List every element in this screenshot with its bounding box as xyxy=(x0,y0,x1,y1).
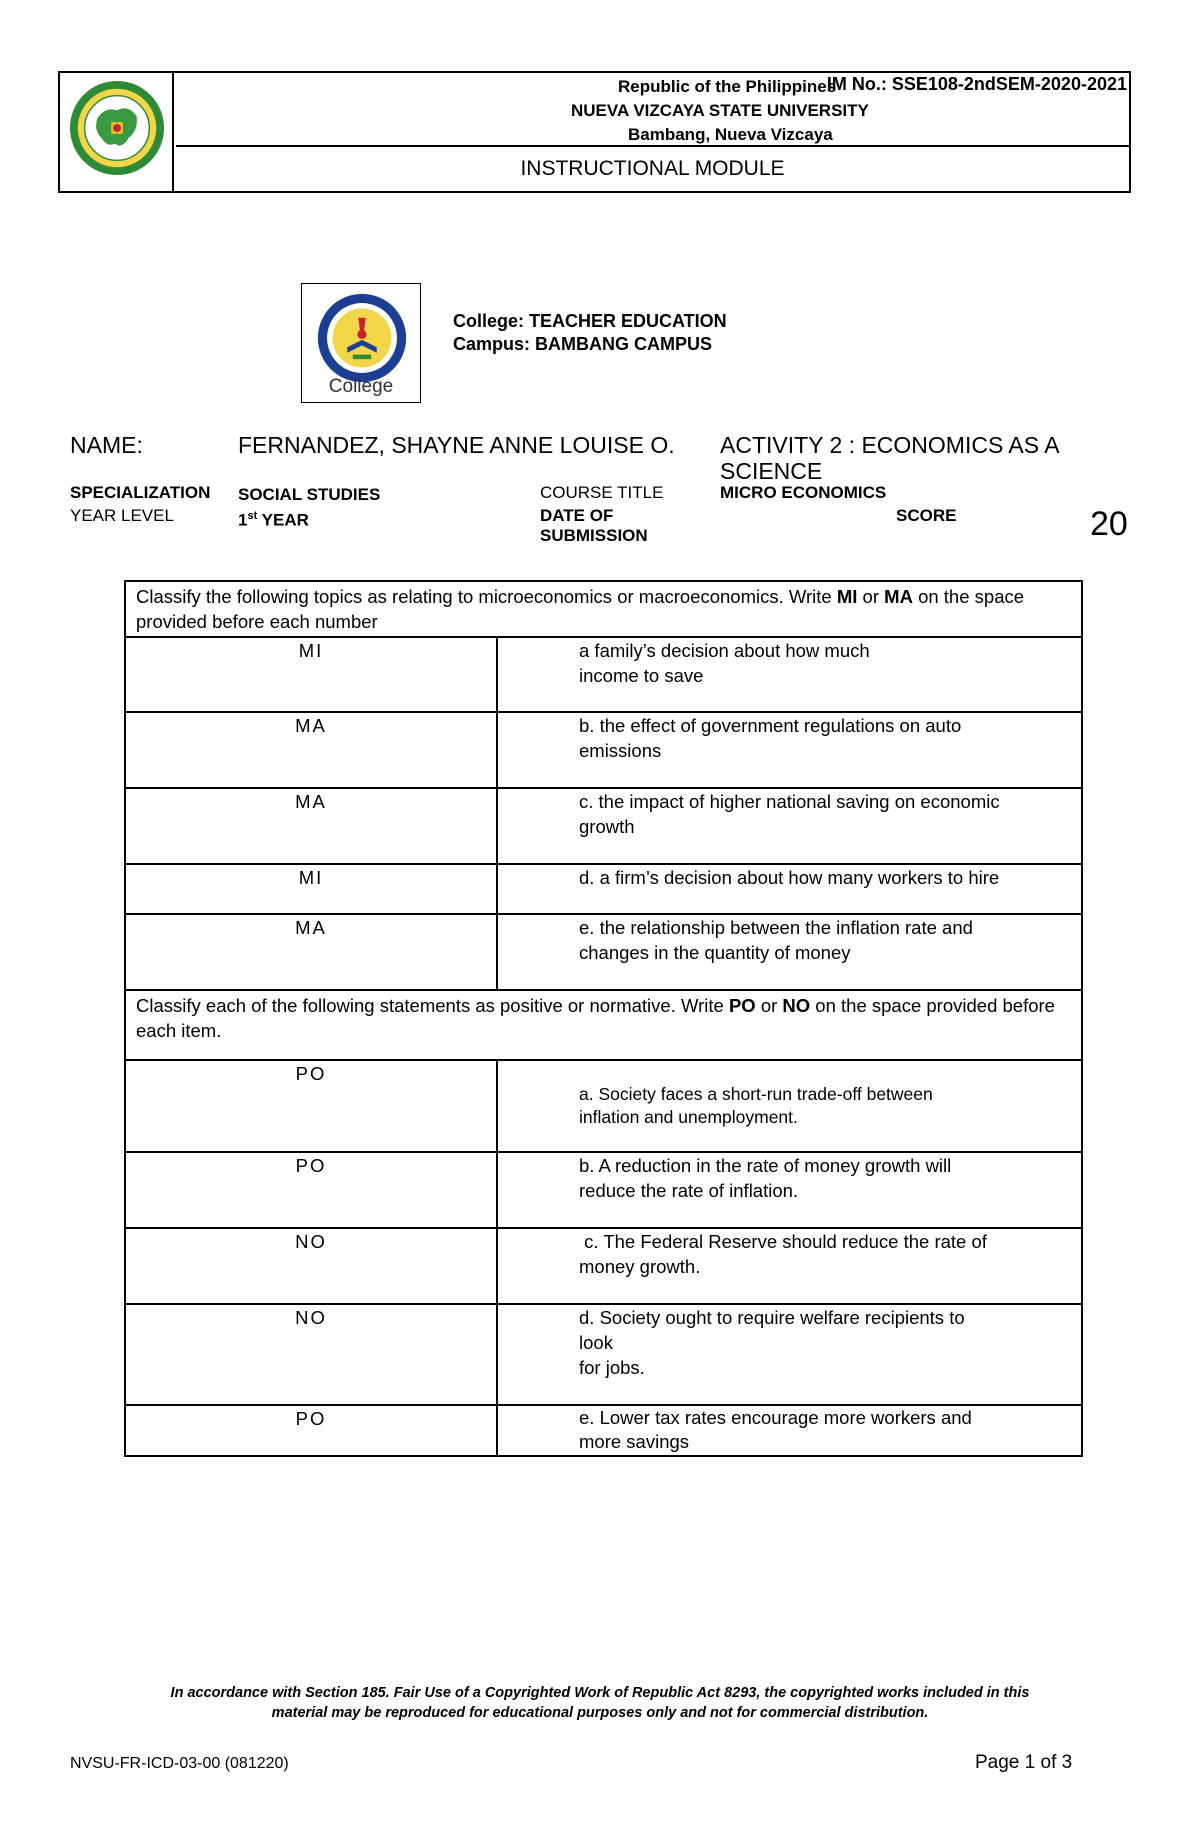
table-row xyxy=(125,712,1082,788)
course-title-value: MICRO ECONOMICS xyxy=(720,483,887,502)
score-value: 20 xyxy=(1090,505,1128,543)
specialization-label: SPECIALIZATION xyxy=(70,483,211,502)
item-line: a family’s decision about how much xyxy=(579,640,870,661)
item-line: reduce the rate of inflation. xyxy=(579,1180,799,1201)
item-line: d. a firm’s decision about how many workers to hire xyxy=(579,867,1000,888)
specialization-value: SOCIAL STUDIES xyxy=(238,485,381,504)
table-row xyxy=(125,1152,1082,1228)
item-cell xyxy=(497,914,1082,990)
course-title-label: COURSE TITLE xyxy=(540,483,664,502)
table-row xyxy=(125,1405,1082,1456)
year-level-number: 1 xyxy=(238,510,248,530)
item-line: c. the impact of higher national saving on economic xyxy=(579,791,1000,812)
campus-name: Campus: BAMBANG CAMPUS xyxy=(453,334,713,354)
item-line: growth xyxy=(579,816,635,837)
table-row xyxy=(125,788,1082,864)
item-line: e. the relationship between the inflation rate and xyxy=(579,917,973,938)
table-row xyxy=(125,637,1082,712)
item-line: inflation and unemployment. xyxy=(579,1107,798,1127)
answer-cell[interactable]: MA xyxy=(125,914,497,990)
college-seal-icon xyxy=(316,292,408,384)
item-line: for jobs. xyxy=(579,1357,645,1378)
page-number: Page 1 of 3 xyxy=(975,1752,1073,1773)
header-info xyxy=(176,73,1129,147)
score-label: SCORE xyxy=(896,506,957,525)
fair-use-notice-line2: material may be reproduced for educational purposes only and not for commercial distribution. xyxy=(271,1705,929,1721)
instruction-code-mi: MI xyxy=(836,586,858,607)
instruction-text: on the space provided before each item. xyxy=(136,995,1055,1041)
activity-table xyxy=(124,580,1083,1457)
name-value: FERNANDEZ, SHAYNE ANNE LOUISE O. xyxy=(238,432,675,458)
date-of-submission-label xyxy=(540,506,648,546)
item-line: money growth. xyxy=(579,1256,701,1277)
item-cell xyxy=(497,864,1082,914)
item-cell xyxy=(497,637,1082,712)
answer-cell[interactable]: MI xyxy=(125,864,497,914)
im-number: IM No.: SSE108-2ndSEM-2020-2021 xyxy=(826,74,1127,94)
instruction-text: or xyxy=(755,995,783,1016)
item-cell xyxy=(497,788,1082,864)
university-address: Bambang, Nueva Vizcaya xyxy=(628,125,833,144)
year-level-word: YEAR xyxy=(257,510,309,530)
name-label: NAME: xyxy=(70,432,143,458)
item-cell xyxy=(497,1152,1082,1228)
item-line: b. the effect of government regulations on auto xyxy=(579,715,962,736)
item-line: a. Society faces a short-run trade-off between xyxy=(579,1084,933,1104)
table-row xyxy=(125,864,1082,914)
answer-cell[interactable]: PO xyxy=(125,1152,497,1228)
instruction-text: on the space provided before each number xyxy=(136,586,1025,632)
module-title: INSTRUCTIONAL MODULE xyxy=(520,157,785,180)
table-row xyxy=(125,1304,1082,1405)
item-cell xyxy=(497,1304,1082,1405)
college-logo-box xyxy=(301,283,421,403)
part2-instruction xyxy=(125,990,1082,1060)
item-line: d. Society ought to require welfare recipients to xyxy=(579,1307,965,1328)
college-logo-caption: College xyxy=(328,376,394,397)
table-row xyxy=(125,1060,1082,1152)
item-line: changes in the quantity of money xyxy=(579,942,851,963)
instruction-code-po: PO xyxy=(728,995,756,1016)
university-name: NUEVA VIZCAYA STATE UNIVERSITY xyxy=(571,101,869,120)
item-line: more savings xyxy=(579,1431,690,1452)
form-code: NVSU-FR-ICD-03-00 (081220) xyxy=(70,1755,289,1772)
answer-cell[interactable]: MA xyxy=(125,712,497,788)
item-line: emissions xyxy=(579,740,662,761)
instruction-text: or xyxy=(857,586,885,607)
table-row xyxy=(125,1228,1082,1304)
answer-cell[interactable]: PO xyxy=(125,1405,497,1456)
answer-cell[interactable]: MI xyxy=(125,637,497,712)
instruction-text: Classify the following topics as relating to microeconomics or macroeconomics. Write xyxy=(136,586,837,607)
year-level-value xyxy=(238,506,309,531)
year-level-suffix: st xyxy=(247,510,258,522)
part1-instruction-row xyxy=(125,581,1082,637)
date-label-line1: DATE OF xyxy=(540,506,614,525)
answer-cell[interactable]: NO xyxy=(125,1228,497,1304)
instruction-code-no: NO xyxy=(782,995,811,1016)
instruction-code-ma: MA xyxy=(884,586,913,607)
item-line: b. A reduction in the rate of money growth will xyxy=(579,1155,952,1176)
module-header xyxy=(58,71,1131,193)
fair-use-notice-line1: In accordance with Section 185. Fair Use of a Copyrighted Work of Republic Act 8293, the copyrighted works included in this xyxy=(170,1685,1030,1701)
part1-instruction xyxy=(125,581,1082,637)
table-row xyxy=(125,914,1082,990)
item-cell xyxy=(497,1060,1082,1152)
item-line: e. Lower tax rates encourage more workers and xyxy=(579,1407,972,1428)
part2-instruction-row xyxy=(125,990,1082,1060)
instruction-text: Classify each of the following statements as positive or normative. Write xyxy=(136,995,729,1016)
university-seal-icon xyxy=(68,79,166,177)
item-line: c. The Federal Reserve should reduce the rate of xyxy=(579,1231,987,1252)
header-logo-cell xyxy=(60,73,174,191)
activity-title xyxy=(720,432,1060,484)
activity-title-line1: ACTIVITY 2 : ECONOMICS AS A xyxy=(720,432,1060,458)
item-cell xyxy=(497,1405,1082,1456)
answer-cell[interactable]: MA xyxy=(125,788,497,864)
date-label-line2: SUBMISSION xyxy=(540,526,648,545)
item-cell xyxy=(497,712,1082,788)
answer-cell[interactable]: NO xyxy=(125,1304,497,1405)
item-cell xyxy=(497,1228,1082,1304)
year-level-label: YEAR LEVEL xyxy=(70,506,174,525)
item-line: look xyxy=(579,1332,613,1353)
item-line: income to save xyxy=(579,665,704,686)
activity-title-line2: SCIENCE xyxy=(720,458,823,484)
republic-text: Republic of the Philippines xyxy=(618,77,837,96)
answer-cell[interactable]: PO xyxy=(125,1060,497,1152)
college-name: College: TEACHER EDUCATION xyxy=(453,311,727,331)
